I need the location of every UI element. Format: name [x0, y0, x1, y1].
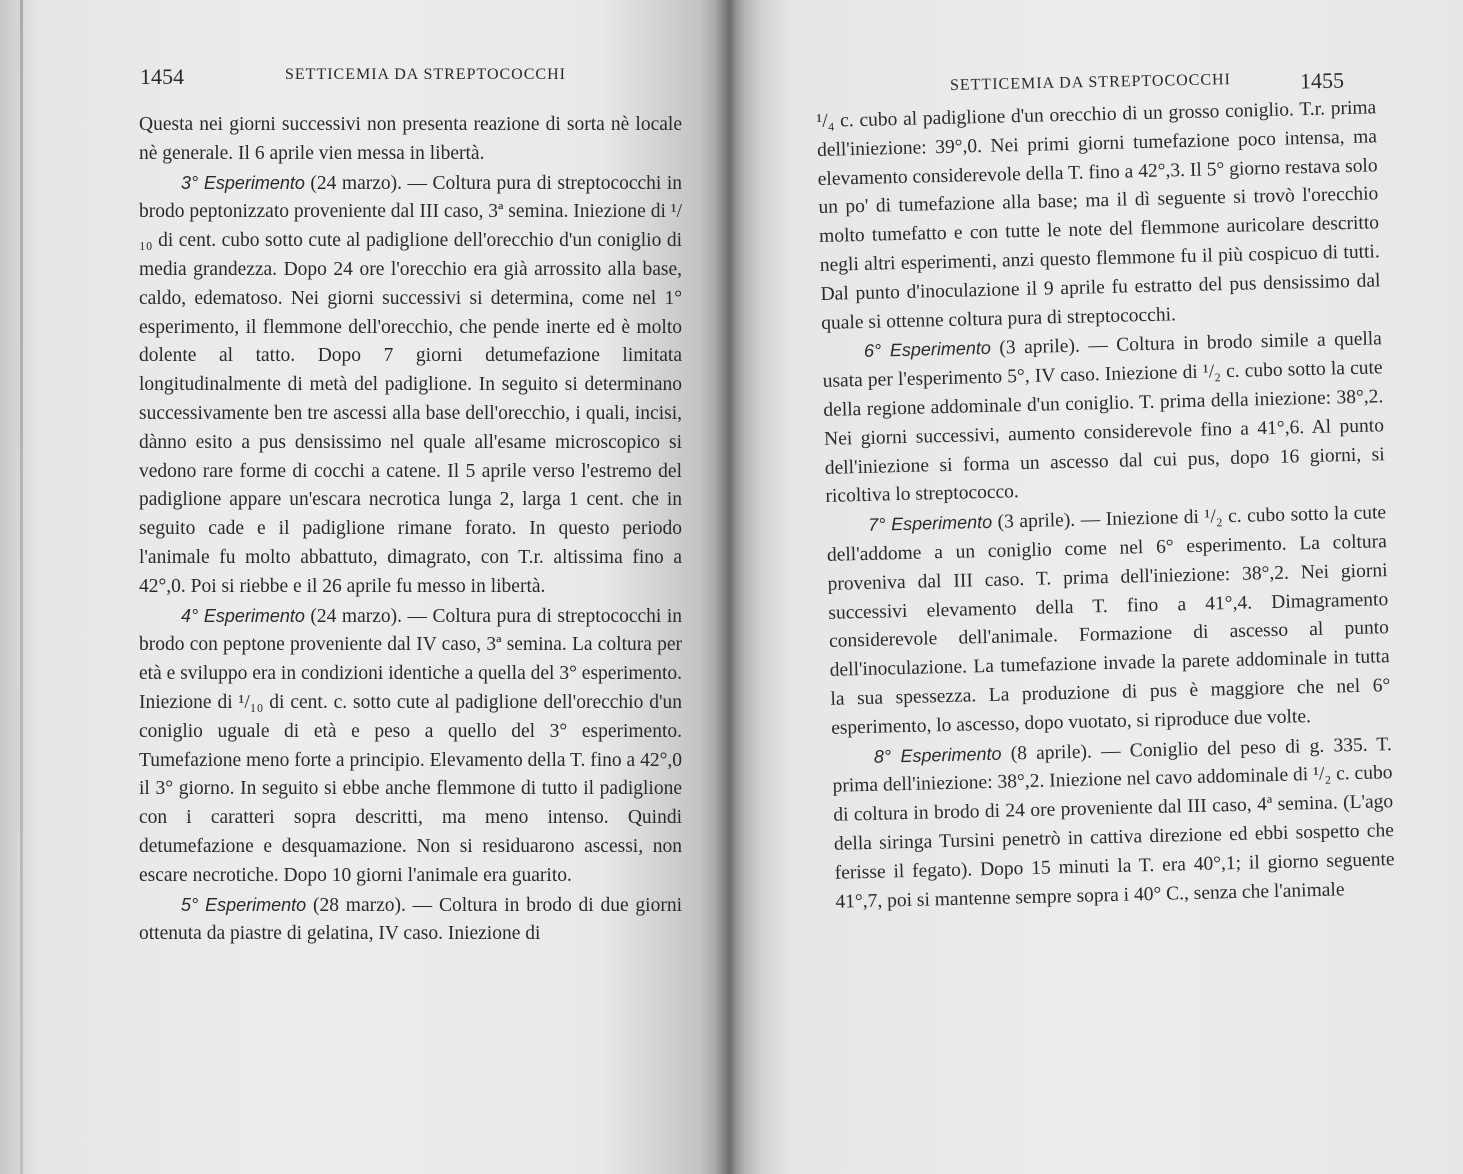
page-body	[139, 110, 682, 949]
left-page	[0, 0, 728, 1174]
paragraph: 3° Esperimento (24 marzo). — Coltura pura di streptococchi in brodo peptonizzato proveniente dal III caso, 3ª semina. Iniezione di ¹/₁₀ di cent. cubo sotto cute al padiglione dell'orecchio d'un coniglio di media grandezza. Dopo 24 ore l'orecchio era già arrossito alla base, caldo, edematoso. Nei giorni successivi si determina, come nel 1° esperimento, il flemmone dell'orecchio, che pende inerte ed è molto dolente al tatto. Dopo 7 giorni detumefazione limitata longitudinalmente di metà del padiglione. In seguito si determinano successivamente ben tre ascessi alla base dell'orecchio, i quali, incisi, dànno esito a pus densissimo nel quale all'esame microscopico si vedono rare forme di cocchi a catene. Il 5 aprile verso l'estremo del padiglione appare un'escara necrotica lunga 2, larga 1 cent. che in seguito cade e il padiglione rimane forato. In questo periodo l'animale fu molto abbattuto, dimagrato, con T.r. altissima fino a 42°,0. Poi si riebbe e il 26 aprile fu messo in libertà.	[139, 172, 683, 597]
page-number: 1455	[1299, 67, 1345, 94]
paragraph: 4° Esperimento (24 marzo). — Coltura pura di streptococchi in brodo con peptone proveniente dal IV caso, 3ª semina. La coltura per età e sviluppo era in condizioni identiche a quella del 3° esperimento. Iniezione di ¹/₁₀ di cent. c. sotto cute al padiglione dell'orecchio d'un coniglio uguale di età e peso a quello del 3° esperimento. Tumefazione meno forte a principio. Elevamento della T. fino a 42°,0 il 3° giorno. In seguito si ebbe anche flemmone di tutto il padiglione con i caratteri sopra descritti, ma meno intenso. Quindi detumefazione e desquamazione. Non si residuarono ascessi, non escare necrotiche. Dopo 10 giorni l'animale era guarito.	[139, 605, 683, 886]
running-head: SETTICEMIA DA STREPTOCOCCHI	[285, 66, 566, 83]
page-body	[816, 93, 1396, 917]
right-page	[728, 0, 1463, 1174]
page-edge	[20, 0, 23, 1174]
page-number: 1454	[140, 64, 184, 89]
paragraph: 5° Esperimento (28 marzo). — Coltura in brodo di due giorni ottenuta da piastre di gelatina, IV caso. Iniezione di	[139, 894, 682, 945]
running-head: SETTICEMIA DA STREPTOCOCCHI	[949, 71, 1232, 94]
paragraph: Questa nei giorni successivi non presenta reazione di sorta nè locale nè generale. Il 6 aprile vien messa in libertà.	[139, 114, 682, 164]
paragraph: 7° Esperimento (3 aprile). — Iniezione di ¹/₂ c. cubo sotto la cute dell'addome a un coniglio come nel 6° esperimento. La coltura proveniva dal III caso. T. prima dell'iniezione: 38°,2. Nei giorni successivi elevamento della T. fino a 41°,4. Dimagramento considerevole dell'animale. Formazione di ascesso al punto dell'inoculazione. La tumefazione invade la parete addominale in tutta la sua spessezza. La produzione di pus è maggiore che nel 6° esperimento, lo ascesso, dopo vuotato, si riproduce due volte.	[826, 502, 1391, 739]
paragraph: ¹/₄ c. cubo al padiglione d'un orecchio di un grosso coniglio. T.r. prima dell'iniezione: 39°,0. Nei primi giorni tumefazione poco intensa, ma elevamento considerevole della T. fino a 42°,3. Il 5° giorno restava solo un po' di tumefazione alla base; ma il dì seguente si trovò l'orecchio molto tumefatto e con tutte le note del flemmone auricolare descritto negli altri esperimenti, anzi questo flemmone fu il più cospicuo di tutti. Dal punto d'inoculazione il 9 aprile fu estratto del pus densissimo dal quale si ottenne coltura pura di streptococchi.	[816, 97, 1381, 334]
paragraph: 6° Esperimento (3 aprile). — Coltura in brodo simile a quella usata per l'esperimento 5°, IV caso. Iniezione di ¹/₂ c. cubo sotto la cute della regione addominale d'un coniglio. T. prima della iniezione: 38°,2. Nei giorni successivi, aumento considerevole fino a 41°,6. Al punto dell'iniezione si forma un ascesso dal cui pus, dopo 16 giorni, si ricoltiva lo streptococco.	[822, 328, 1385, 508]
paragraph: 8° Esperimento (8 aprile). — Coniglio del peso di g. 335. T. prima dell'iniezione: 38°,2. Iniezione nel cavo addominale di ¹/₂ c. cubo di coltura in brodo di 24 ore proveniente dal III caso, 4ª semina. (L'ago della siringa Tursini penetrò in cattiva direzione ed ebbi sospetto che ferisse il fegato). Dopo 15 minuti la T. era 40°,1; il giorno seguente 41°,7, poi si mantenne sempre sopra i 40° C., senza che l'animale	[832, 733, 1395, 913]
